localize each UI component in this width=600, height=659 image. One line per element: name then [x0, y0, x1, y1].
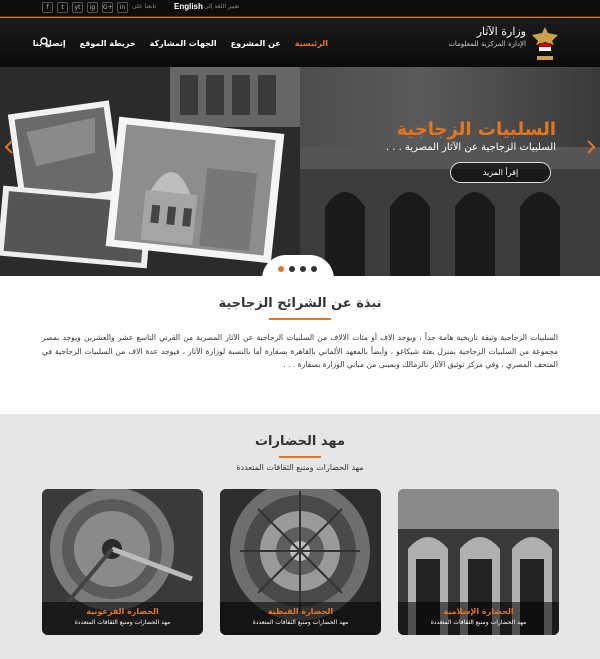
slider-dot[interactable]	[300, 266, 306, 272]
hero-title: السلبيات الزجاجية	[396, 119, 556, 140]
about-section	[0, 276, 600, 414]
card-caption	[42, 602, 203, 635]
title-underline	[269, 318, 331, 320]
top-bar	[0, 0, 600, 16]
social-links	[42, 2, 128, 13]
card-coptic[interactable]	[220, 489, 381, 635]
header	[0, 16, 600, 67]
google-plus-icon[interactable]: G+	[103, 4, 113, 11]
card-pharaonic[interactable]	[42, 489, 203, 635]
nav-contact[interactable]: إتصل بنا	[32, 39, 66, 48]
language-button[interactable]: English	[174, 2, 203, 11]
card-subtitle: مهد الحضارات ومنبع الثقافات المتعددة	[430, 619, 527, 626]
logo-title: وزارة الآثار	[476, 25, 526, 38]
slider-prev-icon[interactable]	[4, 140, 14, 154]
card-caption	[398, 602, 559, 635]
hero-subtitle: السلبيات الزجاجية عن الآثار المصرية . . .	[385, 142, 556, 153]
eagle-emblem-icon	[530, 25, 560, 63]
card-caption	[220, 602, 381, 635]
nav-sitemap[interactable]: خريطة الموقع	[79, 39, 136, 48]
hero-slider	[0, 67, 600, 276]
logo-text[interactable]	[444, 25, 526, 48]
card-subtitle: مهد الحضارات ومنبع الثقافات المتعددة	[74, 619, 171, 626]
card-title: الحضارة القبطية	[267, 607, 334, 616]
slider-dots	[278, 266, 317, 272]
about-title: نبذة عن الشرائح الزجاجية	[218, 296, 382, 311]
slider-next-icon[interactable]	[586, 140, 596, 154]
logo-subtitle: الإدارة المركزية للمعلومات	[448, 40, 526, 48]
card-title: الحضارة الإسلامية	[443, 607, 514, 616]
main-nav	[33, 39, 328, 48]
nav-partners[interactable]: الجهات المشاركة	[149, 39, 217, 48]
civilizations-subtitle: مهد الحضارات ومنبع الثقافات المتعددة	[236, 463, 364, 472]
nav-about-project[interactable]: عن المشروع	[230, 39, 281, 48]
slider-dot[interactable]	[311, 266, 317, 272]
photo-stack-image	[0, 67, 300, 276]
title-underline	[279, 456, 321, 458]
language-label: تغيير اللغة إلى	[204, 3, 240, 10]
card-islamic[interactable]	[398, 489, 559, 635]
twitter-icon[interactable]: t	[57, 2, 68, 13]
nav-home[interactable]: الرئيسية	[294, 39, 328, 48]
about-text: السلبيات الزجاجية وثيقة تاريخية هامة جداً ، ويوجد الاف أو مئات الالاف من السلبيات الزجاجية عن الآثار المصرية من القرني التاسع عشر والعشرين ويوجد بمصر مجموعة من السلبيات الزجاجية بمنزل بعثة شيكاغو ، وأيضاً بالمعهد الألماني بالقاهرة بسقارة أما بالنسبة لوزارة الآثار ، فيوجد عدة الاف من السلبيات الزجاجية في المتحف المصري ، وفي مركز توثيق الآثار بالزمالك وبمبنى من مباني الوزارة بسقارة . . .	[42, 333, 558, 369]
slider-dot[interactable]	[278, 266, 284, 272]
read-more-button[interactable]: إقرأ المزيد	[450, 162, 551, 183]
instagram-icon[interactable]: ig	[87, 2, 98, 13]
follow-label: تابعنا على	[132, 3, 157, 10]
linkedin-icon[interactable]: in	[117, 2, 128, 13]
slider-dot[interactable]	[289, 266, 295, 272]
card-subtitle: مهد الحضارات ومنبع الثقافات المتعددة	[252, 619, 349, 626]
civilizations-section	[0, 414, 600, 659]
facebook-icon[interactable]: f	[42, 2, 53, 13]
card-title: الحضارة الفرعونية	[86, 607, 159, 616]
youtube-icon[interactable]: yt	[72, 2, 83, 13]
civilizations-title: مهد الحضارات	[254, 434, 346, 449]
